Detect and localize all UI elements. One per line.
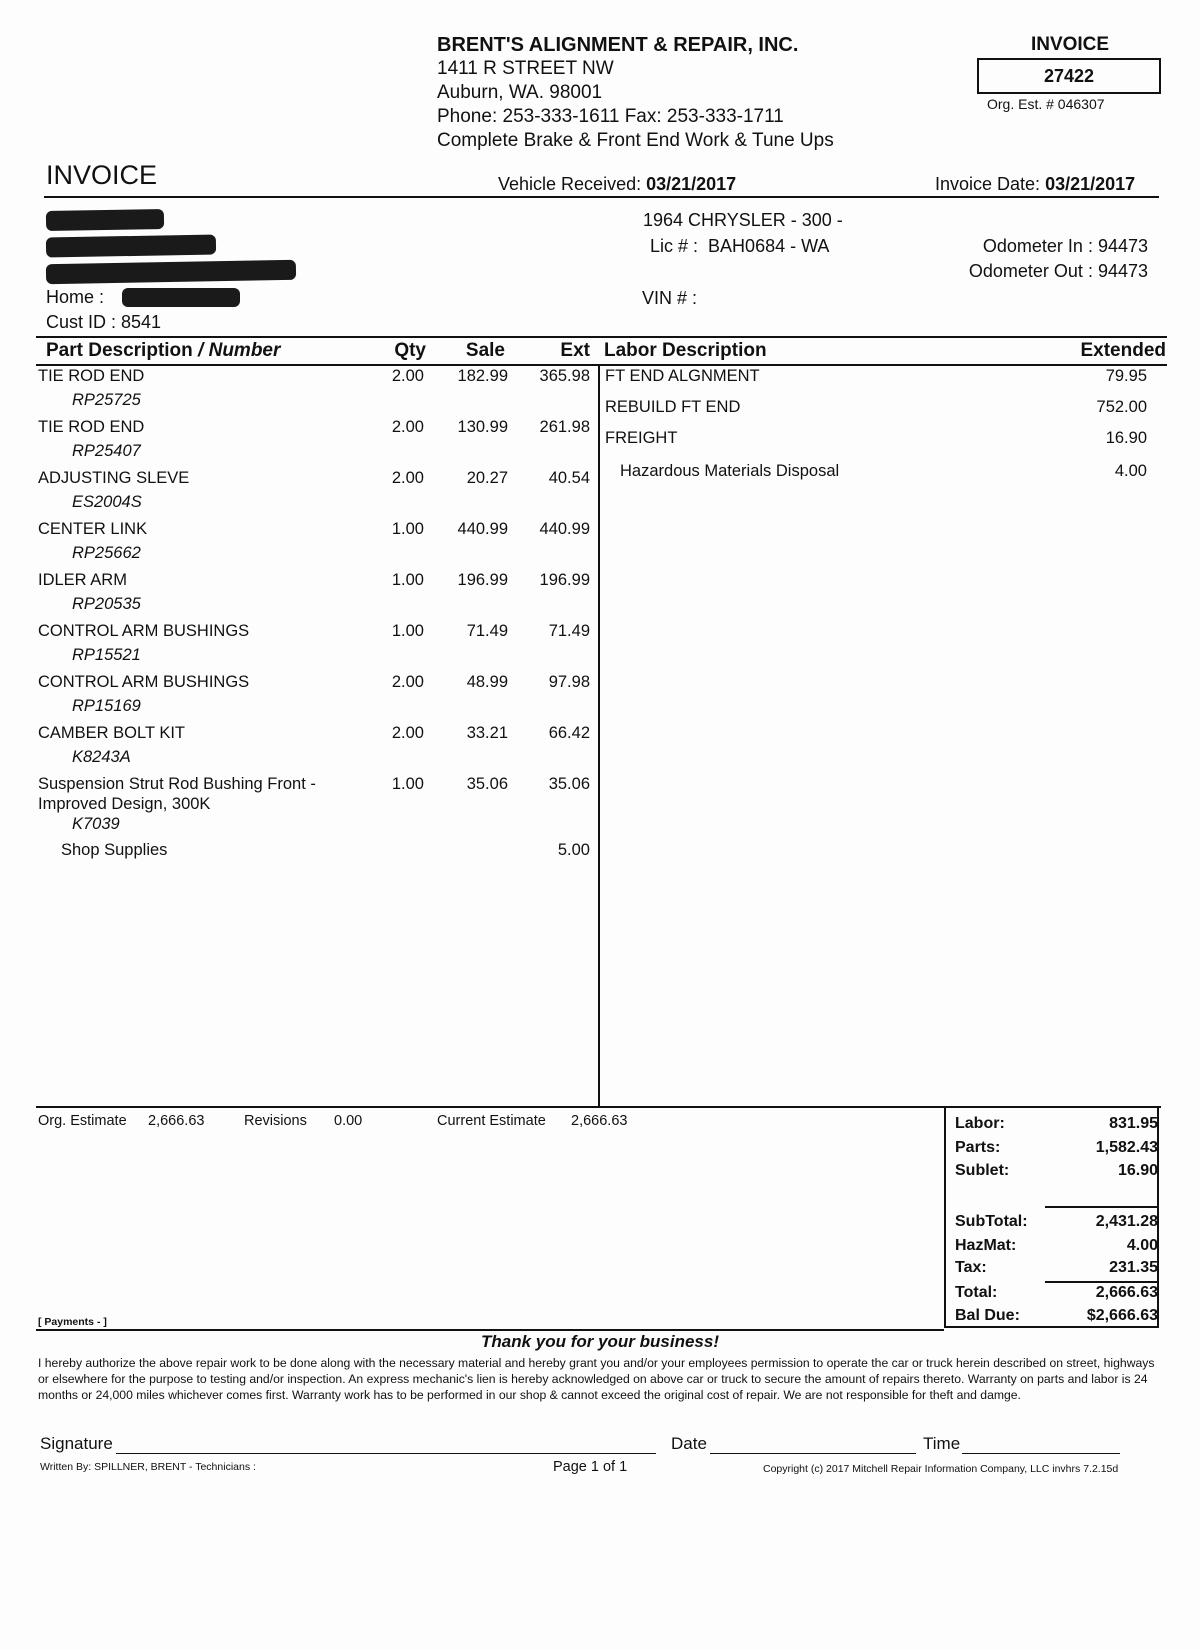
totals-hazmat-label: HazMat: — [955, 1237, 1017, 1254]
totals-labor-label: Labor: — [955, 1115, 1005, 1132]
part-number: ES2004S — [72, 493, 142, 511]
part-ext-price: 365.98 — [539, 367, 590, 385]
part-sale-price: 48.99 — [466, 673, 508, 691]
table-header-rule — [36, 364, 1167, 366]
page-title: INVOICE — [46, 160, 158, 190]
part-sale-price: 440.99 — [457, 520, 508, 538]
page-number: Page 1 of 1 — [553, 1459, 628, 1475]
part-sale-price: 182.99 — [457, 367, 508, 385]
signature-label: Signature — [40, 1434, 113, 1453]
invoice-label: INVOICE — [1030, 34, 1110, 55]
part-ext-price: 196.99 — [539, 571, 590, 589]
labor-item-amount: 16.90 — [1105, 429, 1147, 447]
part-qty: 2.00 — [391, 673, 424, 691]
part-qty: 2.00 — [391, 724, 424, 742]
company-address-1: 1411 R STREET NW — [437, 58, 614, 79]
part-ext-price: 66.42 — [548, 724, 590, 742]
parts-header-ext: Ext — [560, 340, 590, 361]
part-number: RP25407 — [72, 442, 141, 460]
totals-tax-value: 231.35 — [1109, 1259, 1158, 1276]
table-top-rule — [36, 336, 1167, 338]
odometer-in: Odometer In : 94473 — [982, 236, 1148, 256]
org-estimate-number: Org. Est. # 046307 — [987, 96, 1105, 112]
invoice-date-value: 03/21/2017 — [1045, 174, 1136, 194]
vin-label: VIN # : — [642, 288, 698, 308]
part-description: Suspension Strut Rod Bushing Front - — [38, 775, 316, 793]
totals-parts-value: 1,582.43 — [1095, 1139, 1158, 1156]
parts-header-sale: Sale — [465, 340, 505, 361]
current-estimate-label: Current Estimate — [437, 1113, 546, 1129]
labor-item-description: FT END ALGNMENT — [605, 367, 760, 385]
total-rule — [1045, 1281, 1157, 1283]
parts-header-qty: Qty — [394, 340, 426, 361]
part-qty: 1.00 — [391, 520, 424, 538]
redacted-customer-name — [46, 209, 164, 231]
customer-id: Cust ID : 8541 — [46, 312, 162, 332]
home-phone-label: Home : — [46, 287, 105, 307]
revisions-label: Revisions — [244, 1113, 307, 1129]
totals-parts-label: Parts: — [955, 1139, 1001, 1156]
part-ext-price: 40.54 — [548, 469, 590, 487]
totals-hazmat-value: 4.00 — [1126, 1237, 1158, 1254]
labor-item-description: FREIGHT — [605, 429, 678, 447]
labor-item-amount: 752.00 — [1096, 398, 1147, 416]
part-description: TIE ROD END — [38, 418, 145, 436]
part-description: ADJUSTING SLEVE — [38, 469, 190, 487]
labor-item-description: REBUILD FT END — [605, 398, 741, 416]
parts-labor-divider — [598, 364, 600, 1106]
payments-label: [ Payments - ] — [38, 1316, 107, 1328]
part-ext-price: 261.98 — [539, 418, 590, 436]
company-phone-fax: Phone: 253-333-1611 Fax: 253-333-1711 — [437, 106, 784, 127]
totals-subtotal-label: SubTotal: — [955, 1213, 1028, 1230]
part-number: RP20535 — [72, 595, 141, 613]
part-qty: 1.00 — [391, 622, 424, 640]
parts-header-desc-label: Part Description — [46, 340, 193, 361]
payments-rule — [36, 1329, 944, 1331]
part-qty: 2.00 — [391, 469, 424, 487]
part-qty: 1.00 — [391, 775, 424, 793]
vehicle-received-label: Vehicle Received: — [498, 174, 642, 194]
part-description: CONTROL ARM BUSHINGS — [38, 622, 250, 640]
part-number: RP15169 — [72, 697, 141, 715]
part-ext-price: 440.99 — [539, 520, 590, 538]
totals-total-label: Total: — [955, 1284, 998, 1301]
labor-header-description: Labor Description — [604, 340, 767, 361]
odometer-out: Odometer Out : 94473 — [968, 261, 1148, 281]
part-sale-price: 71.49 — [466, 622, 508, 640]
current-estimate-value: 2,666.63 — [571, 1113, 628, 1129]
totals-tax-label: Tax: — [955, 1259, 987, 1276]
company-address-2: Auburn, WA. 98001 — [437, 82, 603, 103]
part-sale-price: 20.27 — [466, 469, 508, 487]
part-sale-price: 130.99 — [457, 418, 508, 436]
part-description: CONTROL ARM BUSHINGS — [38, 673, 250, 691]
redacted-customer-street — [46, 235, 216, 258]
company-tagline: Complete Brake & Front End Work & Tune Ups — [437, 130, 834, 151]
part-ext-price: 97.98 — [548, 673, 590, 691]
parts-header-number-label: / Number — [198, 340, 281, 361]
part-number: RP25725 — [72, 391, 141, 409]
part-qty: 2.00 — [391, 418, 424, 436]
totals-subtotal-value: 2,431.28 — [1095, 1213, 1158, 1230]
part-description: IDLER ARM — [38, 571, 127, 589]
license-value: BAH0684 - WA — [708, 236, 830, 256]
written-by: Written By: SPILLNER, BRENT - Technicians : — [40, 1461, 256, 1473]
vehicle-license — [650, 236, 829, 257]
vehicle-received-date: 03/21/2017 — [646, 174, 737, 194]
invoice-date — [935, 174, 1135, 195]
totals-sublet-label: Sublet: — [955, 1162, 1010, 1179]
totals-total-value: 2,666.63 — [1095, 1284, 1158, 1301]
shop-supplies-ext: 5.00 — [557, 841, 590, 859]
part-sale-price: 35.06 — [466, 775, 508, 793]
signature-line[interactable] — [116, 1453, 656, 1454]
part-number: RP15521 — [72, 646, 141, 664]
invoice-number: 27422 — [977, 58, 1161, 94]
totals-sublet-value: 16.90 — [1117, 1162, 1158, 1179]
org-estimate-label: Org. Estimate — [38, 1113, 127, 1129]
part-number: K7039 — [72, 815, 120, 833]
invoice-date-label: Invoice Date: — [935, 174, 1041, 194]
time-line[interactable] — [962, 1453, 1120, 1454]
thank-you-message: Thank you for your business! — [480, 1332, 720, 1351]
license-label: Lic # : — [650, 236, 699, 256]
part-qty: 2.00 — [391, 367, 424, 385]
time-label: Time — [923, 1434, 961, 1453]
shop-supplies-label: Shop Supplies — [61, 841, 168, 859]
date-line[interactable] — [710, 1453, 916, 1454]
part-sale-price: 33.21 — [466, 724, 508, 742]
labor-item-amount: 79.95 — [1105, 367, 1147, 385]
totals-labor-value: 831.95 — [1109, 1115, 1158, 1132]
part-ext-price: 71.49 — [548, 622, 590, 640]
redacted-customer-city — [46, 260, 296, 284]
org-estimate-value: 2,666.63 — [148, 1113, 205, 1129]
vehicle-received — [498, 174, 736, 195]
part-description: TIE ROD END — [38, 367, 145, 385]
revisions-value: 0.00 — [334, 1113, 363, 1129]
labor-header-extended: Extended — [1080, 340, 1166, 361]
part-ext-price: 35.06 — [548, 775, 590, 793]
totals-balance-label: Bal Due: — [955, 1307, 1020, 1324]
authorization-text: I hereby authorize the above repair work to be done along with the necessary material and hereby grant you and/or your employees permission to operate the car or truck herein described on street, highways or elsewhere for the purpose to testing and/or inspection. An express mechanic's lien is hereby acknowledged on above car or truck to secure the amount of repairs thereto. Warranty on parts and labor is 24 months or 24,000 miles whichever comes first. Warranty work has to be performed in our shop & cannot exceed the original cost of repair. We are not responsible for theft and damge. — [38, 1356, 1155, 1402]
totals-balance-value: $2,666.63 — [1086, 1307, 1158, 1324]
part-number: K8243A — [72, 748, 131, 766]
date-label: Date — [671, 1434, 707, 1453]
part-description-continued: Improved Design, 300K — [38, 795, 211, 813]
copyright: Copyright (c) 2017 Mitchell Repair Information Company, LLC invhrs 7.2.15d — [763, 1463, 1119, 1475]
part-sale-price: 196.99 — [457, 571, 508, 589]
part-description: CAMBER BOLT KIT — [38, 724, 186, 742]
header-divider — [44, 196, 1159, 198]
parts-header-description — [46, 340, 280, 362]
company-name: BRENT'S ALIGNMENT & REPAIR, INC. — [437, 34, 799, 56]
vehicle-model: 1964 CHRYSLER - 300 - — [643, 210, 843, 230]
subtotal-rule — [1045, 1206, 1157, 1208]
redacted-home-phone — [122, 288, 240, 307]
labor-item-description: Hazardous Materials Disposal — [620, 462, 840, 480]
labor-item-amount: 4.00 — [1114, 462, 1147, 480]
part-description: CENTER LINK — [38, 520, 148, 538]
part-number: RP25662 — [72, 544, 141, 562]
part-qty: 1.00 — [391, 571, 424, 589]
